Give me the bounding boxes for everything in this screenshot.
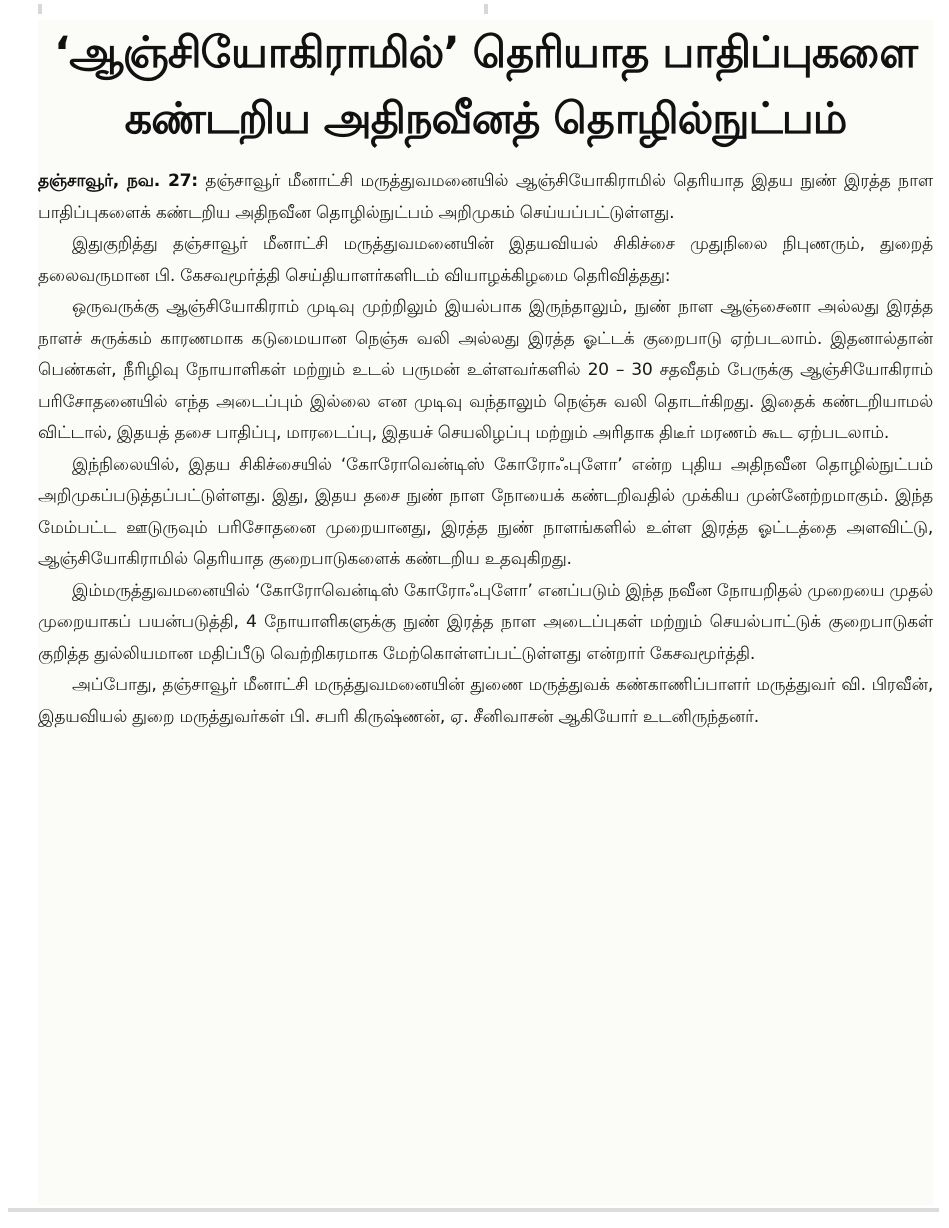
edge-mark-left xyxy=(38,4,42,14)
body-paragraph: அப்போது, தஞ்சாவூர் மீனாட்சி மருத்துவமனையின் துணை மருத்துவக் கண்காணிப்பாளர் மருத்துவர் வி. பிரவீன், இதயவியல் துறை மருத்துவர்கள் பி. சபரி கிருஷ்ணன், ஏ. சீனிவாசன் ஆகியோர் உடனிருந்தனர். xyxy=(38,675,933,727)
headline-line-2: கண்டறிய அதிநவீனத் தொழில்நுட்பம் xyxy=(124,94,847,144)
news-clipping xyxy=(38,20,933,1205)
lead-text: தஞ்சாவூர் மீனாட்சி மருத்துவமனையில் ஆஞ்சியோகிராமில் தெரியாத இதய நுண் இரத்த நாள பாதிப்புகளைக் கண்டறிய அதிநவீன தொழில்நுட்பம் அறிமுகம் செய்யப்பட்டுள்ளது. xyxy=(38,171,934,223)
body-paragraph: இம்மருத்துவமனையில் ‘கோரோவென்டிஸ் கோரோஃபுளோ’ எனப்படும் இந்த நவீன நோயறிதல் முறையை முதல் முறையாகப் பயன்படுத்தி, 4 நோயாளிகளுக்கு நுண் இரத்த நாள அடைப்புகள் மற்றும் செயல்பாட்டுக் குறைபாடுகள் குறித்த துல்லியமான மதிப்பீடு வெற்றிகரமாக மேற்கொள்ளப்பட்டுள்ளது என்றார் கேசவமூர்த்தி. xyxy=(38,580,933,664)
newspaper-page xyxy=(8,0,939,1228)
article-body xyxy=(38,166,933,733)
lead-paragraph xyxy=(38,166,933,229)
edge-mark-center xyxy=(484,4,488,14)
body-paragraph: ஒருவருக்கு ஆஞ்சியோகிராம் முடிவு முற்றிலும் இயல்பாக இருந்தாலும், நுண் நாள ஆஞ்சைனா அல்லது இரத்த நாளச் சுருக்கம் காரணமாக கடுமையான நெஞ்சு வலி அல்லது இரத்த ஓட்டக் குறைபாடு ஏற்படலாம். இதனால்தான் பெண்கள், நீரிழிவு நோயாளிகள் மற்றும் உடல் பருமன் உள்ளவர்களில் 20 – 30 சதவீதம் பேருக்கு ஆஞ்சியோகிராம் பரிசோதனையில் எந்த அடைப்பும் இல்லை என முடிவு வந்தாலும் நெஞ்சு வலி தொடர்கிறது. இதைக் கண்டறியாமல் விட்டால், இதயத் தசை பாதிப்பு, மாரடைப்பு, இதயச் செயலிழப்பு மற்றும் அரிதாக திடீர் மரணம் கூட ஏற்படலாம். xyxy=(38,297,934,443)
body-paragraph: இந்நிலையில், இதய சிகிச்சையில் ‘கோரோவென்டிஸ் கோரோஃபுளோ’ என்ற புதிய அதிநவீன தொழில்நுட்பம் அறிமுகப்படுத்தப்பட்டுள்ளது. இது, இதய தசை நுண் நாள நோயைக் கண்டறிவதில் முக்கிய முன்னேற்றமாகும். இந்த மேம்பட்ட ஊடுருவும் பரிசோதனை முறையானது, இரத்த நுண் நாளங்களில் உள்ள இரத்த ஓட்டத்தை அளவிட்டு, ஆஞ்சியோகிராமில் தெரியாத குறைபாடுகளைக் கண்டறிய உதவுகிறது. xyxy=(38,454,933,569)
bottom-divider xyxy=(8,1208,939,1212)
dateline: தஞ்சாவூர், நவ. 27: xyxy=(38,171,198,191)
body-paragraph: இதுகுறித்து தஞ்சாவூர் மீனாட்சி மருத்துவமனையின் இதயவியல் சிகிச்சை முதுநிலை நிபுணரும், துறைத் தலைவருமான பி. கேசவமூர்த்தி செய்தியாளர்களிடம் வியாழக்கிழமை தெரிவித்தது: xyxy=(38,234,933,286)
headline-line-1: ‘ஆஞ்சியோகிராமில்’ தெரியாத பாதிப்புகளை xyxy=(53,28,918,78)
headline xyxy=(38,20,933,152)
